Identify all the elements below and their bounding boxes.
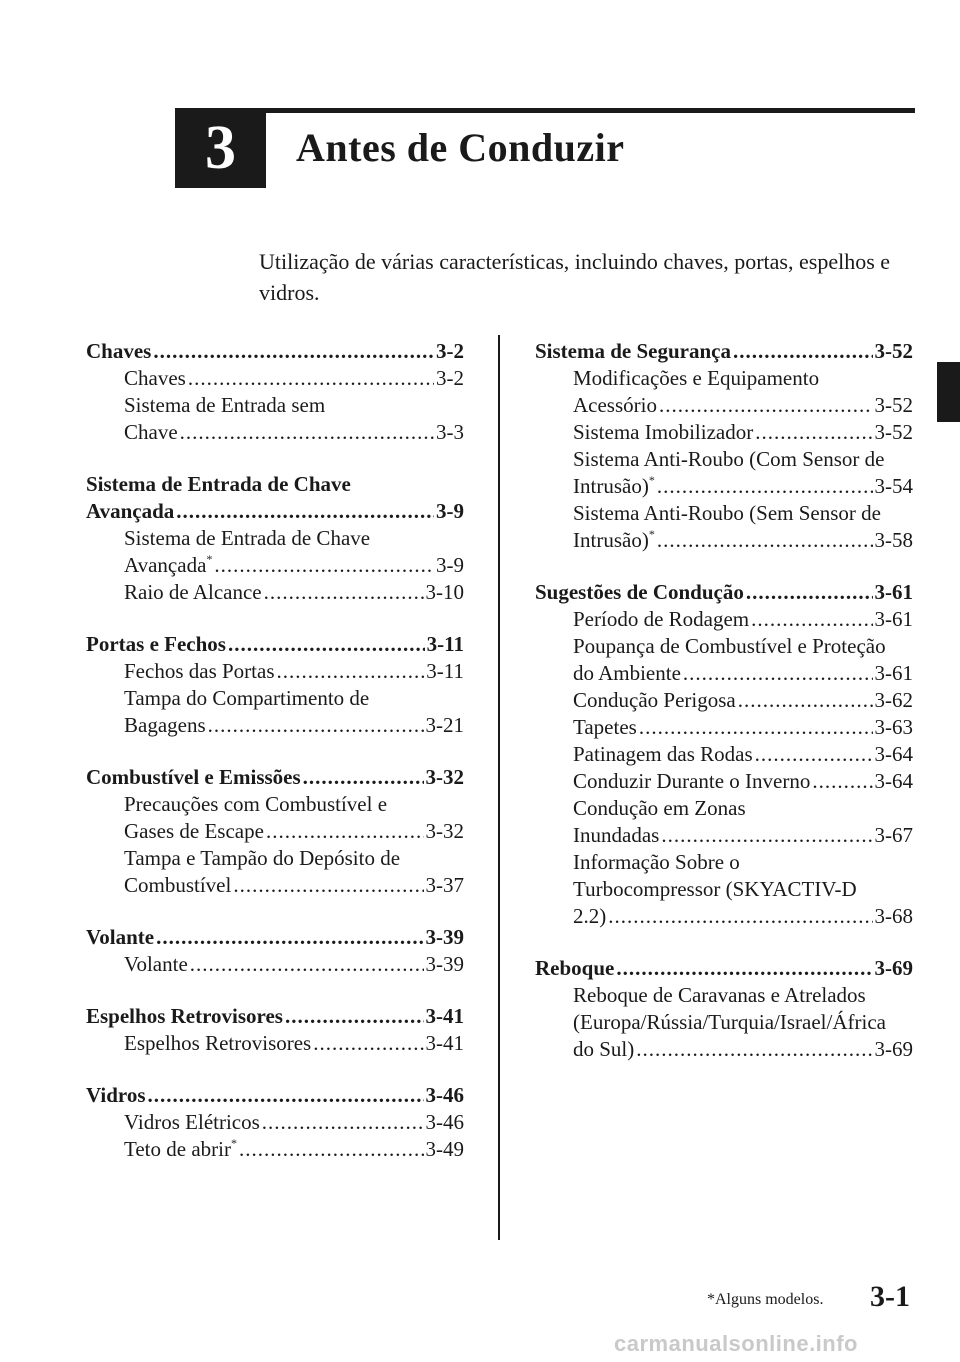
toc-entry-label: Patinagem das Rodas <box>573 742 753 766</box>
section-heading[interactable] <box>535 338 913 365</box>
entry-lead: Sistema de Entrada sem <box>124 393 326 417</box>
section-heading[interactable] <box>535 955 913 982</box>
chapter-number: 3 <box>205 114 236 182</box>
section-heading-label: Avançada <box>86 499 175 523</box>
dot-leader <box>746 579 873 606</box>
toc-entry[interactable] <box>86 1136 464 1163</box>
section-heading[interactable] <box>86 498 464 525</box>
toc-entry-label: Chave <box>124 420 178 444</box>
toc-entry-page: 3-54 <box>874 474 913 498</box>
dot-leader <box>277 658 425 685</box>
optional-marker: * <box>648 527 655 541</box>
toc-entry-label: Tapetes <box>573 715 637 739</box>
dot-leader <box>657 473 873 500</box>
entry-lead: Poupança de Combustível e Proteção <box>573 634 886 658</box>
toc-section <box>535 579 913 930</box>
toc-entry-page: 3-46 <box>425 1110 464 1134</box>
toc-entry-page: 3-10 <box>425 580 464 604</box>
dot-leader <box>608 903 872 930</box>
section-heading-label: Vidros <box>86 1083 146 1107</box>
dot-leader <box>661 822 872 849</box>
toc-entry-label: Condução Perigosa <box>573 688 736 712</box>
toc-entry[interactable] <box>86 365 464 392</box>
dot-leader <box>188 365 434 392</box>
toc-entry[interactable] <box>86 951 464 978</box>
toc-entry-page: 3-32 <box>425 819 464 843</box>
dot-leader <box>148 1082 424 1109</box>
toc-entry-label: Chaves <box>124 366 186 390</box>
toc-entry-page: 3-64 <box>874 742 913 766</box>
dot-leader <box>616 955 872 982</box>
column-divider <box>498 335 500 1240</box>
toc-entry-page: 3-67 <box>874 823 913 847</box>
toc-entry-page: 3-9 <box>436 553 464 577</box>
footnote: *Alguns modelos. <box>707 1291 824 1308</box>
dot-leader <box>738 687 873 714</box>
toc-entry[interactable] <box>535 419 913 446</box>
toc-entry[interactable] <box>535 822 913 849</box>
toc-left-column <box>86 338 464 1188</box>
toc-entry[interactable] <box>86 1030 464 1057</box>
dot-leader <box>751 606 872 633</box>
toc-entry[interactable] <box>535 392 913 419</box>
toc-entry-label: Intrusão)* <box>573 473 655 498</box>
toc-entry-page: 3-52 <box>874 393 913 417</box>
section-heading-label: Chaves <box>86 339 152 363</box>
toc-entry[interactable] <box>535 687 913 714</box>
section-heading[interactable] <box>86 338 464 365</box>
toc-section <box>86 338 464 446</box>
toc-right-column <box>535 338 913 1088</box>
toc-entry-label: do Ambiente <box>573 661 681 685</box>
entry-lead: Precauções com Combustível e <box>124 792 388 816</box>
dot-leader <box>683 660 873 687</box>
chapter-number-box <box>175 108 266 188</box>
dot-leader <box>262 1109 424 1136</box>
dot-leader <box>303 764 424 791</box>
dot-leader <box>208 712 424 739</box>
toc-entry-label: Gases de Escape <box>124 819 264 843</box>
toc-entry[interactable] <box>535 1036 913 1063</box>
toc-entry-page: 3-41 <box>425 1031 464 1055</box>
entry-lead: Sistema Anti-Roubo (Com Sensor de <box>573 447 885 471</box>
optional-marker: * <box>206 552 213 566</box>
entry-lead: Modificações e Equipamento <box>573 366 820 390</box>
entry-lead: Condução em Zonas <box>573 796 746 820</box>
toc-entry-page: 3-49 <box>425 1137 464 1161</box>
toc-entry-label: Acessório <box>573 393 657 417</box>
dot-leader <box>755 419 872 446</box>
toc-section <box>86 471 464 606</box>
section-heading[interactable] <box>535 579 913 606</box>
watermark: carmanualsonline.info <box>614 1331 858 1356</box>
entry-lead: Tampa e Tampão do Depósito de <box>124 846 401 870</box>
toc-entry-label: do Sul) <box>573 1037 635 1061</box>
toc-entry-page: 3-58 <box>874 528 913 552</box>
toc-entry-page: 3-64 <box>874 769 913 793</box>
toc-entry-page: 3-39 <box>425 952 464 976</box>
dot-leader <box>812 768 872 795</box>
dot-leader <box>659 392 873 419</box>
section-heading-page: 3-11 <box>426 632 464 656</box>
section-heading-label: Volante <box>86 925 155 949</box>
toc-entry-page: 3-37 <box>425 873 464 897</box>
entry-lead: Sistema Anti-Roubo (Sem Sensor de <box>573 501 881 525</box>
toc-entry-label: Avançada* <box>124 552 213 577</box>
toc-entry[interactable] <box>535 741 913 768</box>
dot-leader <box>153 338 434 365</box>
dot-leader <box>266 818 424 845</box>
section-heading-page: 3-2 <box>436 339 464 363</box>
toc-entry[interactable] <box>86 872 464 899</box>
toc-entry[interactable] <box>535 768 913 795</box>
entry-lead: Turbocompressor (SKYACTIV-D <box>573 877 857 901</box>
toc-section <box>535 338 913 554</box>
toc-section <box>86 631 464 739</box>
toc-entry-label: Volante <box>124 952 188 976</box>
optional-marker: * <box>648 473 655 487</box>
section-heading[interactable] <box>86 1082 464 1109</box>
section-title-lead: Sistema de Entrada de Chave <box>86 472 351 496</box>
toc-entry-label: 2.2) <box>573 904 607 928</box>
section-heading-page: 3-69 <box>874 956 913 980</box>
toc-entry[interactable] <box>86 658 464 685</box>
section-heading[interactable] <box>86 764 464 791</box>
toc-section <box>86 1003 464 1057</box>
toc-entry-label: Fechos das Portas <box>124 659 275 683</box>
toc-entry-page: 3-21 <box>425 713 464 737</box>
toc-entry-page: 3-63 <box>874 715 913 739</box>
dot-leader <box>156 924 423 951</box>
toc-entry-label: Vidros Elétricos <box>124 1110 260 1134</box>
dot-leader <box>639 714 873 741</box>
section-heading-page: 3-39 <box>425 925 464 949</box>
section-heading[interactable] <box>86 924 464 951</box>
dot-leader <box>264 579 424 606</box>
dot-leader <box>733 338 873 365</box>
entry-lead: Reboque de Caravanas e Atrelados <box>573 983 866 1007</box>
toc-entry[interactable] <box>535 714 913 741</box>
toc-entry-label: Teto de abrir* <box>124 1136 237 1161</box>
toc-entry[interactable] <box>535 606 913 633</box>
section-heading-page: 3-32 <box>425 765 464 789</box>
section-heading[interactable] <box>86 1003 464 1030</box>
toc-entry[interactable] <box>86 552 464 579</box>
toc-entry-page: 3-61 <box>874 661 913 685</box>
toc-entry-label: Raio de Alcance <box>124 580 262 604</box>
toc-entry-page: 3-68 <box>874 904 913 928</box>
toc-entry[interactable] <box>86 579 464 606</box>
toc-entry-label: Bagagens <box>124 713 206 737</box>
toc-entry-label: Combustível <box>124 873 232 897</box>
chapter-title: Antes de Conduzir <box>296 125 625 170</box>
toc-section <box>86 764 464 899</box>
section-heading-label: Reboque <box>535 956 615 980</box>
chapter-intro: Utilização de várias características, incluindo chaves, portas, espelhos e vidros. <box>259 249 891 305</box>
section-heading-label: Portas e Fechos <box>86 632 226 656</box>
toc-section <box>86 1082 464 1163</box>
dot-leader <box>228 631 425 658</box>
toc-entry-label: Período de Rodagem <box>573 607 750 631</box>
section-heading-label: Combustível e Emissões <box>86 765 301 789</box>
section-heading[interactable] <box>86 631 464 658</box>
section-heading-page: 3-41 <box>425 1004 464 1028</box>
dot-leader <box>190 951 424 978</box>
section-heading-page: 3-52 <box>874 339 913 363</box>
toc-entry-page: 3-52 <box>874 420 913 444</box>
toc-entry-label: Espelhos Retrovisores <box>124 1031 312 1055</box>
toc-entry-label: Intrusão)* <box>573 527 655 552</box>
toc-entry-label: Sistema Imobilizador <box>573 420 754 444</box>
dot-leader <box>180 419 434 446</box>
section-heading-page: 3-46 <box>425 1083 464 1107</box>
section-heading-label: Sugestões de Condução <box>535 580 744 604</box>
optional-marker: * <box>230 1136 237 1150</box>
dot-leader <box>239 1136 424 1163</box>
toc-entry-page: 3-61 <box>874 607 913 631</box>
toc-entry-page: 3-69 <box>874 1037 913 1061</box>
toc-entry-label: Conduzir Durante o Inverno <box>573 769 811 793</box>
toc-entry-page: 3-11 <box>426 659 464 683</box>
entry-lead: (Europa/Rússia/Turquia/Israel/África <box>573 1010 886 1034</box>
toc-entry[interactable] <box>535 660 913 687</box>
dot-leader <box>176 498 434 525</box>
section-heading-label: Sistema de Segurança <box>535 339 731 363</box>
toc-entry[interactable] <box>535 527 913 554</box>
toc-entry-page: 3-62 <box>874 688 913 712</box>
dot-leader <box>285 1003 424 1030</box>
toc-section <box>86 924 464 978</box>
entry-lead: Informação Sobre o <box>573 850 740 874</box>
entry-lead: Tampa do Compartimento de <box>124 686 370 710</box>
dot-leader <box>214 552 434 579</box>
section-heading-label: Espelhos Retrovisores <box>86 1004 283 1028</box>
dot-leader <box>313 1030 423 1057</box>
toc-entry[interactable] <box>535 903 913 930</box>
page-number: 3-1 <box>870 1280 910 1313</box>
dot-leader <box>657 527 873 554</box>
toc-entry[interactable] <box>86 419 464 446</box>
toc-entry-page: 3-3 <box>436 420 464 444</box>
dot-leader <box>755 741 873 768</box>
toc-entry[interactable] <box>535 473 913 500</box>
toc-entry[interactable] <box>86 1109 464 1136</box>
section-heading-page: 3-9 <box>436 499 464 523</box>
toc-section <box>535 955 913 1063</box>
section-heading-page: 3-61 <box>874 580 913 604</box>
entry-lead: Sistema de Entrada de Chave <box>124 526 371 550</box>
toc-entry-page: 3-2 <box>436 366 464 390</box>
toc-entry[interactable] <box>86 712 464 739</box>
dot-leader <box>636 1036 872 1063</box>
chapter-thumb-tab <box>937 362 960 422</box>
dot-leader <box>233 872 423 899</box>
toc-entry-label: Inundadas <box>573 823 660 847</box>
toc-entry[interactable] <box>86 818 464 845</box>
chapter-top-rule <box>175 108 915 113</box>
